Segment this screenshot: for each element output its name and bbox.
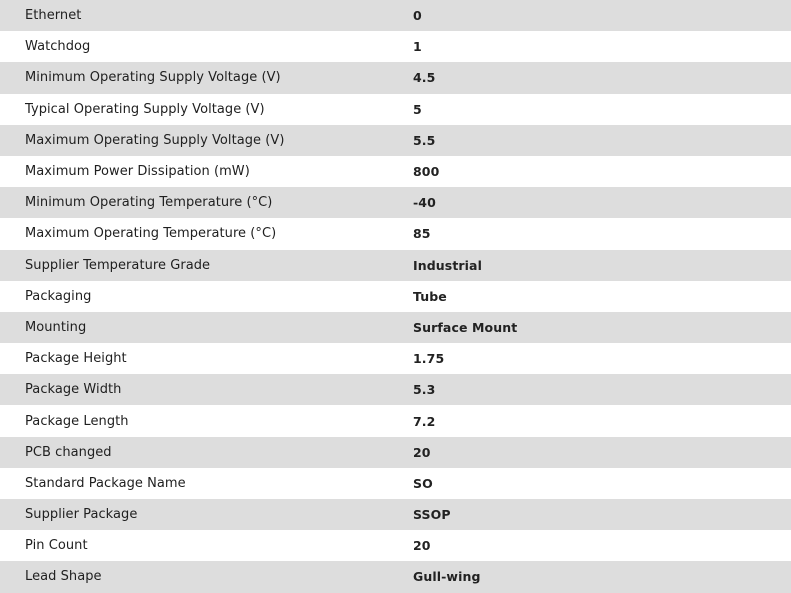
- spec-value: -40: [413, 195, 436, 211]
- spec-row-package-width: [0, 374, 791, 405]
- spec-label: Maximum Operating Temperature (°C): [25, 226, 277, 242]
- spec-row-max-power-dissipation: [0, 156, 791, 187]
- spec-row-max-operating-temperature: [0, 218, 791, 249]
- spec-value: SO: [413, 475, 433, 491]
- spec-row-typical-supply-voltage: [0, 94, 791, 125]
- spec-label: Standard Package Name: [25, 475, 186, 491]
- spec-label: PCB changed: [25, 444, 112, 460]
- spec-value: SSOP: [413, 507, 451, 523]
- spec-label: Watchdog: [25, 39, 91, 55]
- spec-row-max-supply-voltage: [0, 125, 791, 156]
- spec-row-standard-package-name: [0, 468, 791, 499]
- spec-value: 800: [413, 164, 440, 180]
- spec-value: 1.75: [413, 351, 445, 367]
- spec-row-package-length: [0, 405, 791, 436]
- spec-label: Pin Count: [25, 538, 88, 554]
- spec-label: Supplier Package: [25, 507, 138, 523]
- spec-label: Packaging: [25, 288, 92, 304]
- spec-row-lead-shape: [0, 561, 791, 592]
- spec-label: Ethernet: [25, 8, 82, 24]
- spec-label: Supplier Temperature Grade: [25, 257, 211, 273]
- spec-value: 85: [413, 226, 431, 242]
- spec-label: Maximum Power Dissipation (mW): [25, 164, 250, 180]
- spec-row-mounting: [0, 312, 791, 343]
- spec-label: Mounting: [25, 319, 87, 335]
- spec-row-pcb-changed: [0, 437, 791, 468]
- spec-label: Typical Operating Supply Voltage (V): [25, 101, 265, 117]
- spec-label: Maximum Operating Supply Voltage (V): [25, 132, 285, 148]
- spec-value: Tube: [413, 288, 447, 304]
- spec-row-pin-count: [0, 530, 791, 561]
- spec-label: Minimum Operating Supply Voltage (V): [25, 70, 281, 86]
- spec-label: Package Length: [25, 413, 129, 429]
- spec-row-package-height: [0, 343, 791, 374]
- spec-value: 5.3: [413, 382, 436, 398]
- spec-value: 20: [413, 444, 431, 460]
- spec-row-packaging: [0, 281, 791, 312]
- spec-label: Package Width: [25, 382, 122, 398]
- spec-row-supplier-temperature-grade: [0, 250, 791, 281]
- spec-label: Lead Shape: [25, 569, 102, 585]
- spec-row-ethernet: [0, 0, 791, 31]
- spec-value: 7.2: [413, 413, 436, 429]
- spec-value: 5: [413, 101, 422, 117]
- spec-value: 0: [413, 8, 422, 24]
- spec-value: Industrial: [413, 257, 482, 273]
- spec-row-min-operating-temperature: [0, 187, 791, 218]
- spec-label: Minimum Operating Temperature (°C): [25, 195, 273, 211]
- spec-value: 4.5: [413, 70, 436, 86]
- spec-row-min-supply-voltage: [0, 62, 791, 93]
- spec-row-watchdog: [0, 31, 791, 62]
- spec-value: Surface Mount: [413, 319, 518, 335]
- spec-row-supplier-package: [0, 499, 791, 530]
- spec-label: Package Height: [25, 351, 127, 367]
- spec-value: 1: [413, 39, 422, 55]
- spec-value: 5.5: [413, 132, 436, 148]
- spec-value: Gull-wing: [413, 569, 481, 585]
- spec-value: 20: [413, 538, 431, 554]
